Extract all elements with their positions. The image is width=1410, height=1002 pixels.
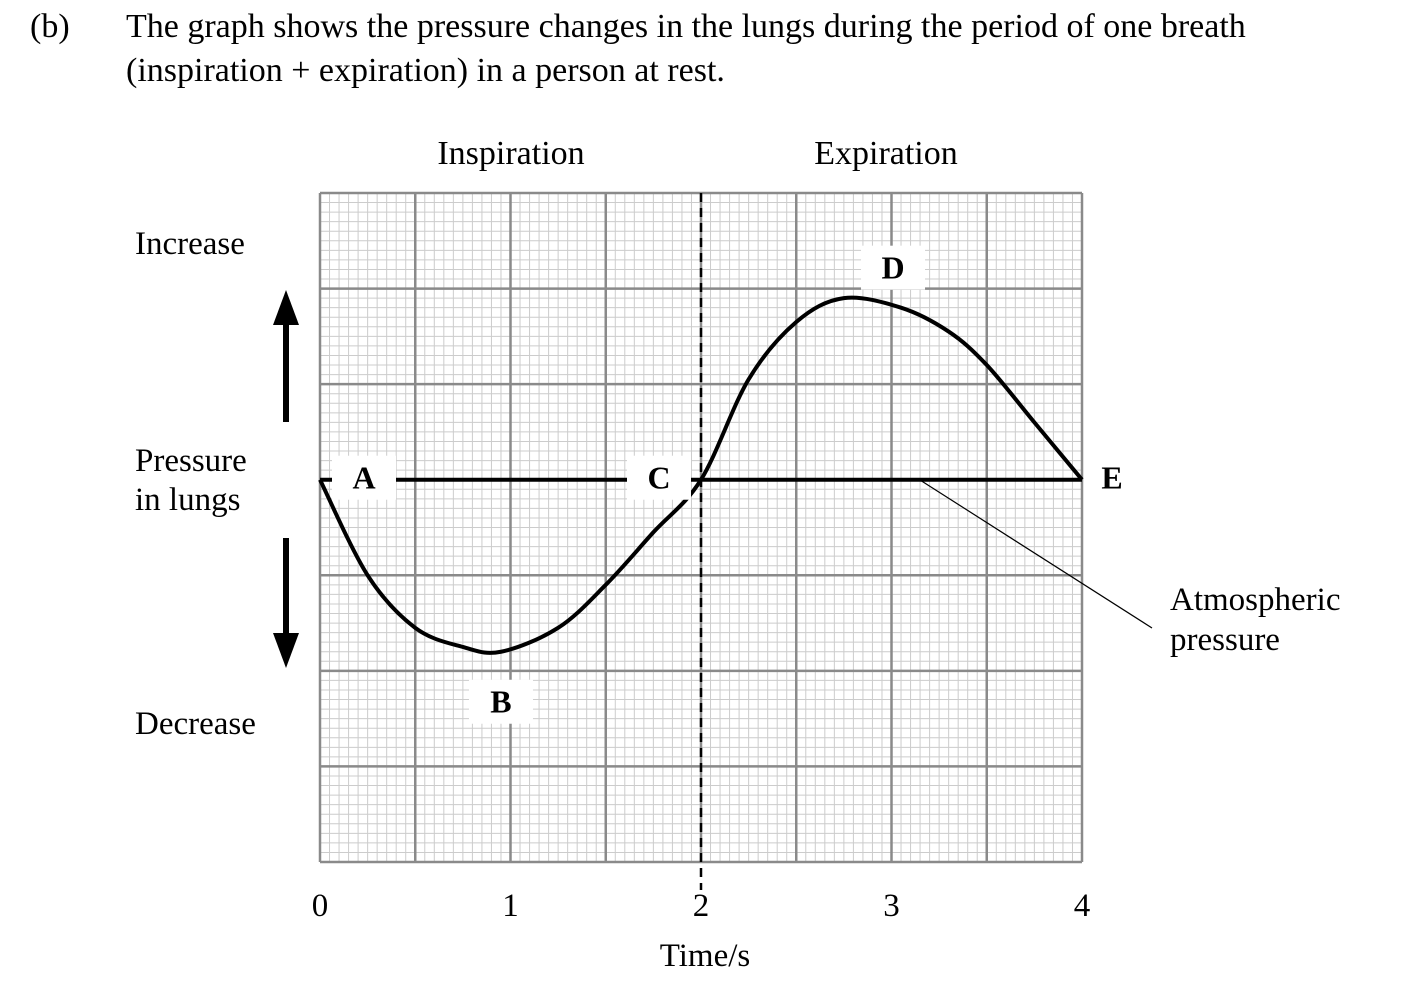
y-decrease-label: Decrease — [135, 706, 256, 742]
y-increase-label: Increase — [135, 226, 245, 262]
atmospheric-label-line-1: Atmospheric — [1170, 582, 1341, 618]
point-label-b: B — [490, 683, 512, 720]
x-tick-label: 1 — [502, 888, 519, 924]
atmospheric-label-line-2: pressure — [1170, 622, 1280, 658]
x-axis-title: Time/s — [659, 938, 751, 974]
point-label-d: D — [881, 249, 905, 286]
question-text-line-1: The graph shows the pressure changes in the lungs during the period of one breath — [126, 8, 1246, 45]
point-label-e: E — [1101, 459, 1123, 496]
question-text-line-2: (inspiration + expiration) in a person at rest. — [126, 52, 725, 89]
y-axis-title-line-1: Pressure — [135, 443, 247, 479]
phase-label-expiration: Expiration — [814, 135, 958, 172]
atmospheric-leader-line — [920, 480, 1152, 628]
y-axis-title-line-2: in lungs — [135, 482, 241, 518]
point-label-a: A — [352, 459, 376, 496]
chart-labels — [135, 135, 1340, 974]
question-label: (b) — [30, 8, 70, 45]
x-tick-label: 4 — [1073, 888, 1091, 924]
phase-label-inspiration: Inspiration — [437, 135, 585, 172]
x-tick-label: 0 — [311, 888, 329, 924]
x-tick-label: 3 — [883, 888, 900, 924]
x-tick-label: 2 — [692, 888, 710, 924]
arrow-down-head — [273, 633, 299, 668]
point-label-c: C — [647, 459, 671, 496]
arrow-up-head — [273, 290, 299, 325]
